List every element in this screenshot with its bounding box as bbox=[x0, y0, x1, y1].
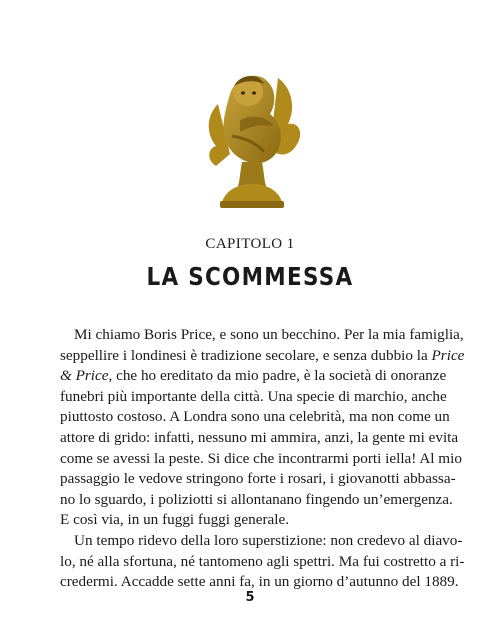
text-line: come se avessi la peste. Si dice che incontrarmi porti iella! Al mio bbox=[60, 449, 462, 467]
text-line: attore di grido: infatti, nessuno mi ammira, anzi, la gente mi evita bbox=[60, 428, 459, 446]
text-line: seppellire i londinesi è tradizione secolare, e senza dubbio la Price bbox=[60, 346, 465, 364]
text-line: passaggio le vedove stringono forte i rosari, i giovanotti abbassa- bbox=[60, 470, 456, 488]
italic-company-name: Price bbox=[431, 346, 465, 364]
italic-company-name: & Price bbox=[60, 367, 109, 385]
text-line: piuttosto costoso. A Londra sono una celebrità, ma non come un bbox=[60, 408, 450, 426]
paragraph-2 bbox=[60, 531, 465, 593]
text-line: no lo sguardo, i poliziotti si allontanano fingendo un’emergenza. bbox=[60, 490, 453, 508]
chapter-title: LA SCOMMESSA bbox=[146, 262, 354, 291]
text-line: lo, né alla sfortuna, né tantomeno agli spettri. Ma fui costretto a ri- bbox=[60, 552, 465, 570]
text-line: Mi chiamo Boris Price, e sono un becchino. Per la mia famiglia, bbox=[74, 326, 464, 343]
text-line: funebri più importante della città. Una specie di marchio, anche bbox=[60, 387, 447, 405]
chapter-number: CAPITOLO 1 bbox=[205, 236, 295, 252]
text-line: & Price, che ho ereditato da mio padre, è la società di onoranze bbox=[60, 367, 447, 385]
text-line: Un tempo ridevo della loro superstizione: non credevo al diavo- bbox=[74, 531, 463, 549]
body-text bbox=[60, 325, 465, 593]
page-number: 5 bbox=[245, 590, 255, 605]
text-line: E così via, in un fuggi fuggi generale. bbox=[60, 511, 290, 529]
text-line: credermi. Accadde sette anni fa, in un giorno d’autunno del 1889. bbox=[60, 573, 459, 591]
golden-sculpture-emblem-icon bbox=[196, 64, 308, 216]
paragraph-1 bbox=[60, 325, 465, 531]
